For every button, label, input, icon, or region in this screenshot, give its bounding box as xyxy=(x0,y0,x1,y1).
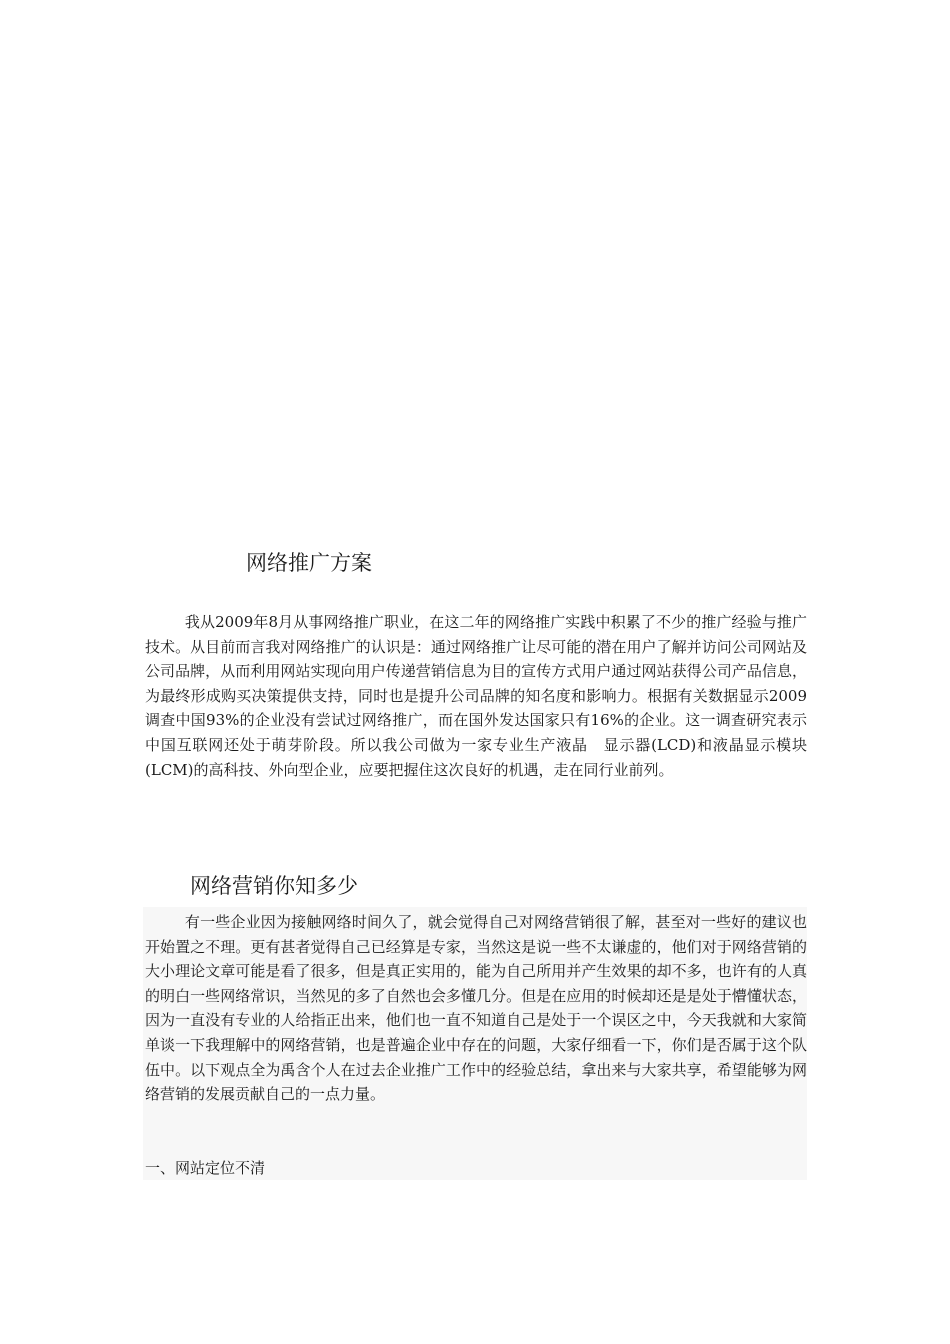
intro-paragraph: 我从2009年8月从事网络推广职业，在这二年的网络推广实践中积累了不少的推广经验与推广技术。从目前而言我对网络推广的认识是：通过网络推广让尽可能的潜在用户了解并访问公司网站及公司品牌，从而利用网站实现向用户传递营销信息为目的宣传方式用户通过网站获得公司产品信息，为最终形成购买决策提供支持，同时也是提升公司品牌的知名度和影响力。根据有关数据显示2009调查中国93%的企业没有尝试过网络推广，而在国外发达国家只有16%的企业。这一调查研究表示中国互联网还处于萌芽阶段。所以我公司做为一家专业生产液晶 显示器(LCD)和液晶显示模块(LCM)的高科技、外向型企业，应要把握住这次良好的机遇，走在同行业前列。 xyxy=(145,613,807,779)
section-paragraph: 有一些企业因为接触网络时间久了，就会觉得自己对网络营销很了解，甚至对一些好的建议也开始置之不理。更有甚者觉得自己已经算是专家，当然这是说一些不太谦虚的，他们对于网络营销的大小理论文章可能是看了很多，但是真正实用的，能为自己所用并产生效果的却不多，也许有的人真的明白一些网络常识，当然见的多了自然也会多懂几分。但是在应用的时候却还是是处于懵懂状态，因为一直没有专业的人给指正出来，他们也一直不知道自己是处于一个误区之中，今天我就和大家简单谈一下我理解中的网络营销，也是普遍企业中存在的问题，大家仔细看一下，你们是否属于这个队伍中。以下观点全为禹含个人在过去企业推广工作中的经验总结，拿出来与大家共享，希望能够为网络营销的发展贡献自己的一点力量。 xyxy=(145,913,807,1104)
document-title: 网络推广方案 xyxy=(246,551,372,575)
subheading: 一、网站定位不清 xyxy=(145,1159,266,1177)
section-title: 网络营销你知多少 xyxy=(190,874,358,898)
